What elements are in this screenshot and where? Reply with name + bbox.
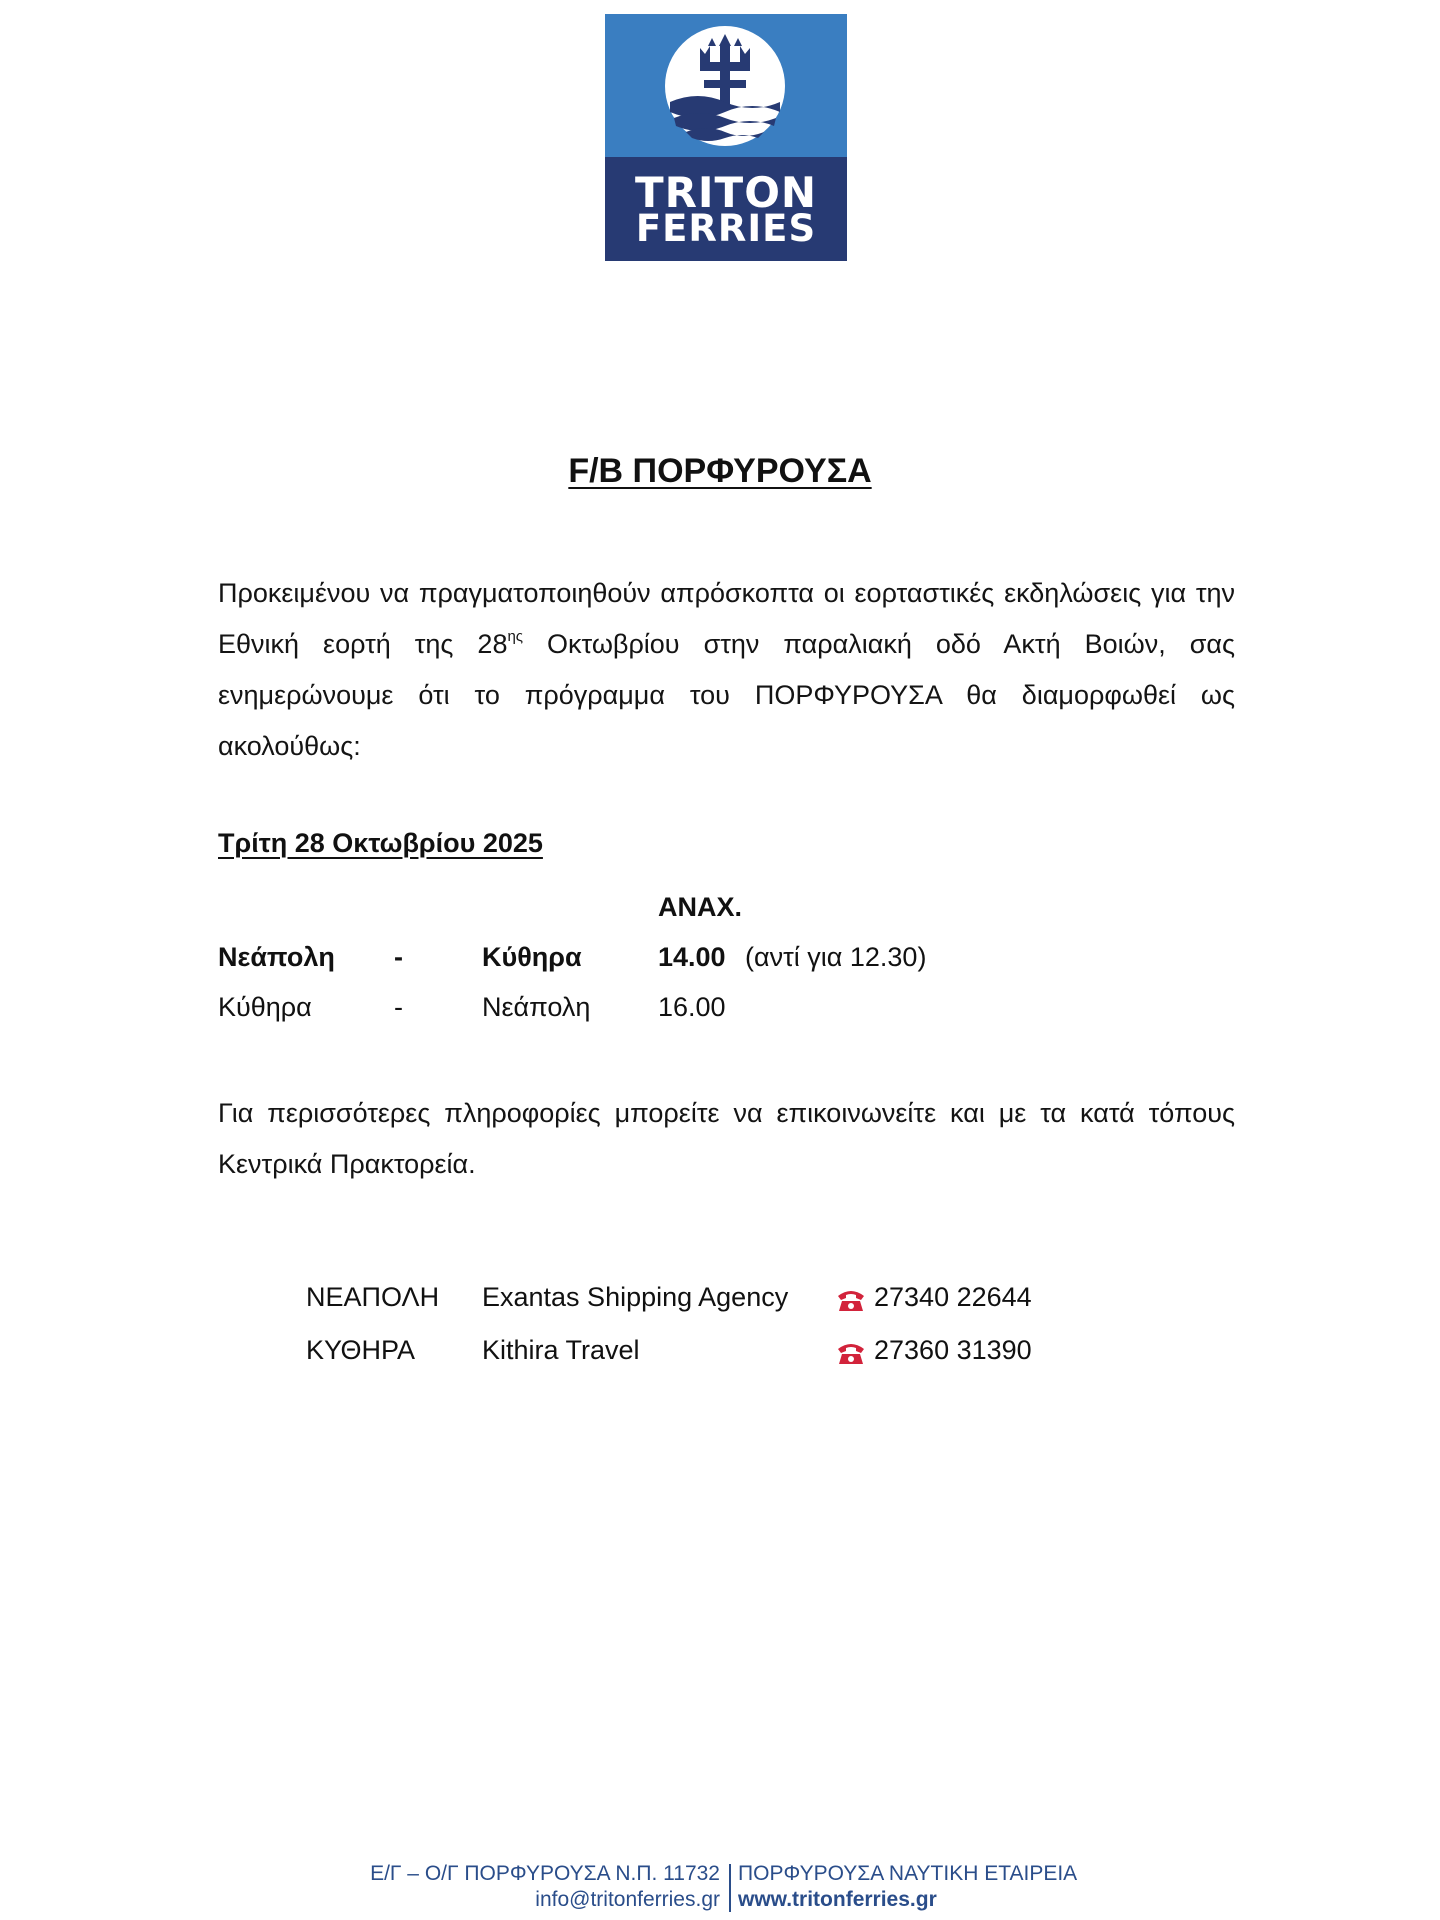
agency-city: ΚΥΘΗΡΑ — [306, 1335, 416, 1365]
trident-wave-icon — [664, 24, 786, 148]
route-separator: - — [394, 942, 403, 972]
triton-ferries-logo — [605, 14, 847, 261]
phone-icon — [836, 1286, 866, 1312]
route-origin: Νεάπολη — [218, 942, 335, 972]
logo-line-triton: TRITON — [634, 168, 818, 217]
agency-phone[interactable]: 27340 22644 — [874, 1282, 1032, 1312]
route-destination: Νεάπολη — [482, 992, 591, 1022]
intro-ordinal-suffix: ης — [507, 628, 524, 645]
schedule-row — [0, 942, 1440, 982]
document-title: F/B ΠΟΡΦΥΡΟΥΣΑ — [568, 452, 872, 490]
date-heading: Τρίτη 28 Οκτωβρίου 2025 — [218, 828, 543, 858]
info-paragraph: Για περισσότερες πληροφορίες μπορείτε να επικοινωνείτε και με τα κατά τόπους Κεντρικά Πρακτορεία. — [218, 1098, 1235, 1179]
footer-email-link[interactable]: info@tritonferries.gr — [535, 1888, 720, 1911]
footer-company-name: ΠΟΡΦΥΡΟΥΣΑ ΝΑΥΤΙΚΗ ΕΤΑΙΡΕΙΑ — [738, 1862, 1078, 1885]
schedule-row — [0, 992, 1440, 1032]
route-destination: Κύθηρα — [482, 942, 582, 972]
phone-icon — [836, 1339, 866, 1365]
footer-divider — [729, 1864, 731, 1912]
departure-time: 16.00 — [658, 992, 726, 1022]
footer — [0, 1862, 1440, 1914]
departure-time: 14.00 — [658, 942, 726, 972]
time-change-note: (αντί για 12.30) — [745, 942, 927, 972]
logo-emblem-panel — [605, 14, 847, 157]
agency-row — [0, 1282, 1440, 1322]
intro-paragraph — [218, 568, 1235, 772]
route-origin: Κύθηρα — [218, 992, 312, 1022]
route-separator: - — [394, 992, 403, 1022]
agency-name: Kithira Travel — [482, 1335, 640, 1365]
logo-line-ferries: FERRIES — [635, 207, 817, 250]
agency-city: ΝΕΑΠΟΛΗ — [306, 1282, 440, 1312]
logo-wordmark — [605, 157, 847, 261]
intro-text-part1: Προκειμένου να πραγματοποιηθούν απρόσκοπτα οι εορταστικές εκδηλώσεις για την Εθνική εορτή της 28 — [218, 578, 1235, 659]
departure-column-header: ΑΝΑΧ. — [658, 892, 743, 922]
footer-website-link[interactable]: www.tritonferries.gr — [738, 1888, 937, 1911]
agency-phone[interactable]: 27360 31390 — [874, 1335, 1032, 1365]
agency-row — [0, 1335, 1440, 1375]
intro-text-part2: Οκτωβρίου στην παραλιακή οδό Ακτή Βοιών, σας ενημερώνουμε ότι το πρόγραμμα του ΠΟΡΦΥΡΟΥΣΑ θα διαμορφωθεί ως ακολούθως: — [218, 629, 1235, 761]
footer-vessel-registry: Ε/Γ – Ο/Γ ΠΟΡΦΥΡΟΥΣΑ Ν.Π. 11732 — [370, 1862, 720, 1885]
agency-name: Exantas Shipping Agency — [482, 1282, 789, 1312]
